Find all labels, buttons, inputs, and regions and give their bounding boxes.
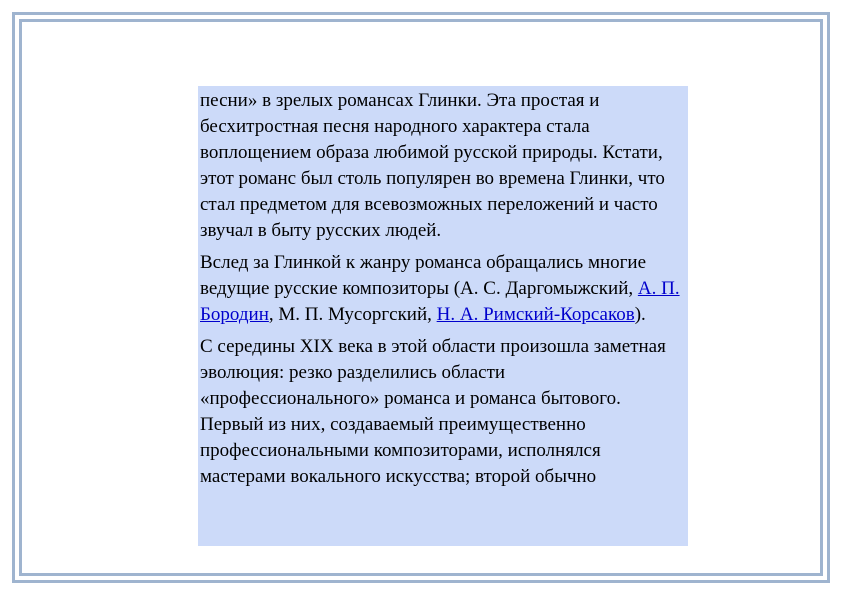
paragraph-2 [200, 250, 684, 328]
paragraph-1: песни» в зрелых романсах Глинки. Эта простая и бесхитростная песня народного характера стала воплощением образа любимой русской природы. Кстати, этот романс был столь популярен во времена Глинки, что стал предметом для всевозможных переложений и часто звучал в быту русских людей. [200, 90, 665, 241]
link-rimsky-korsakov[interactable]: Н. А. Римский-Корсаков [436, 304, 635, 325]
text-block [198, 86, 688, 546]
link-borodin[interactable]: А. П. Бородин [200, 278, 680, 325]
paragraph-3: С середины XIX века в этой области произошла заметная эволюция: резко разделились области «профессионального» романса и романса бытового. Первый из них, создаваемый преимущественно профессиональными композиторами, исполнялся мастерами вокального искусства; второй обычно [200, 336, 666, 487]
paragraph-2-text-middle: , М. П. Мусоргский, [268, 304, 437, 325]
paragraph-2-text-before: Вслед за Глинкой к жанру романса обращались многие ведущие русские композиторы (А. С. Даргомыжский, [200, 252, 647, 299]
paragraph-2-text-after: ). [634, 304, 646, 325]
